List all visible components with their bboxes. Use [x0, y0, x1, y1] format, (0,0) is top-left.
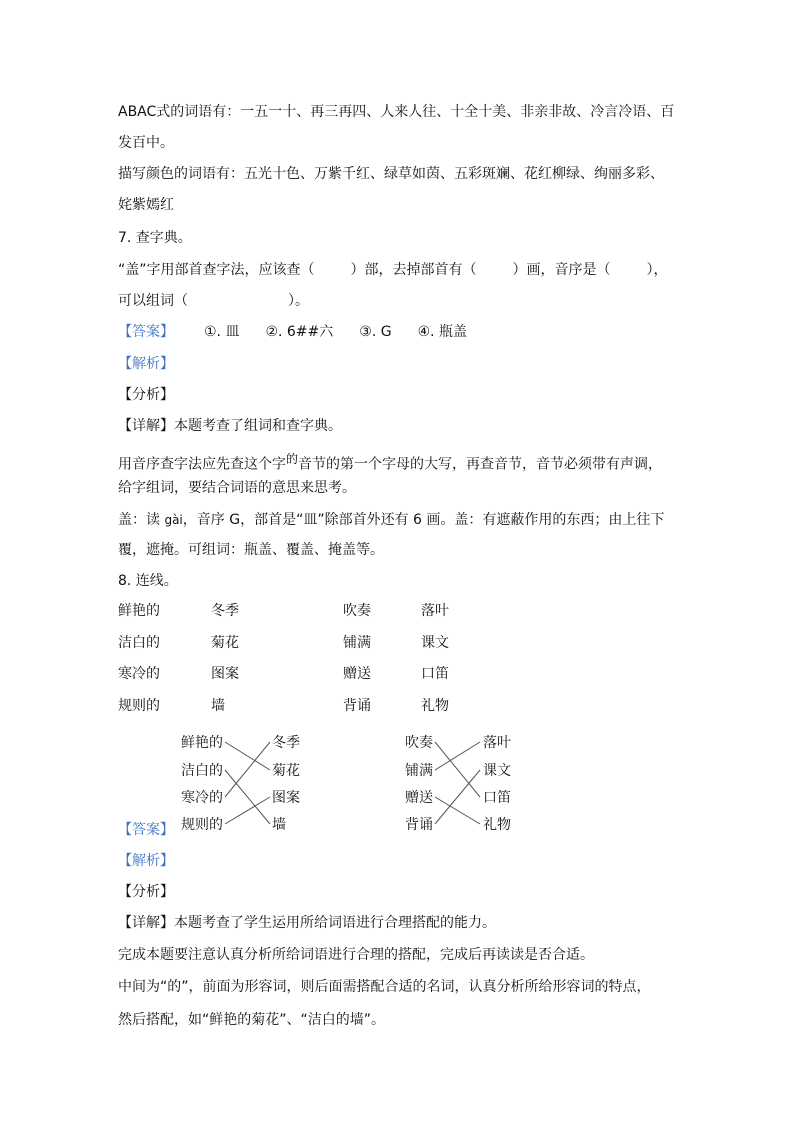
q7-jiexi-label: 【解析】 [118, 356, 174, 372]
q7-para-3a: 盖：读 [118, 512, 165, 528]
q8-left-lines [225, 742, 270, 824]
q8-answer-label: 【答案】 [118, 822, 174, 838]
match-line [225, 742, 270, 797]
q8-title: 8. 连线。 [118, 573, 178, 589]
q7-para-2: 给字组词，要结合词语的意思来思考。 [118, 480, 356, 496]
diagram-left-noun: 图案 [272, 790, 300, 806]
diagram-right-noun: 礼物 [483, 817, 511, 833]
q8-cell: 课文 [421, 635, 449, 651]
q7-answer-4: ④. 瓶盖 [417, 324, 468, 340]
q8-cell: 冬季 [211, 603, 239, 619]
diagram-left-word: 洁白的 [181, 763, 223, 779]
match-line [435, 797, 480, 824]
q7-answer-2: ②. 6##六 [265, 324, 334, 340]
diagram-left-noun: 冬季 [272, 735, 300, 751]
diagram-left-noun: 菊花 [272, 763, 300, 779]
q7-q-line2-b: ）。 [288, 293, 309, 309]
q8-cell: 落叶 [421, 603, 449, 619]
q7-para-1 [118, 449, 662, 475]
diagram-left-word: 规则的 [181, 817, 223, 833]
q8-cell: 背诵 [343, 698, 371, 714]
q8-detail-text: 本题考查了学生运用所给词语进行合理搭配的能力。 [174, 915, 496, 931]
q7-answer-line [118, 322, 467, 342]
match-line [225, 770, 270, 824]
q7-q-part2: ）部，去掉部首有（ [350, 262, 477, 278]
abac-line-1: ABAC式的词语有：一五一十、再三再四、人来人往、十全十美、非亲非故、冷言冷语、百 [118, 104, 675, 120]
q7-detail [118, 416, 342, 436]
q7-q-part1: “盖”字用部首查字法，应该查（ [118, 262, 315, 278]
q7-para-3 [118, 510, 664, 530]
q7-q-line2-a: 可以组词（ [118, 293, 188, 309]
q8-para-3: 然后搭配，如“鲜艳的菊花”、“洁白的墙”。 [118, 1012, 386, 1028]
q7-para-1-sup: 的 [286, 452, 299, 466]
q7-para-1b: 音节的第一个字母的大写，再查音节，音节必须带有声调， [298, 456, 663, 473]
match-line [225, 797, 270, 824]
diagram-left-noun: 墙 [272, 817, 286, 833]
q8-right-lines [435, 742, 480, 824]
q8-detail [118, 913, 496, 933]
q7-detail-text: 本题考查了组词和查字典。 [174, 418, 342, 434]
q7-answer-label: 【答案】 [118, 324, 174, 340]
q7-para-1a: 用音序查字法应先查这个字 [118, 456, 286, 473]
q7-question-line-1 [118, 260, 668, 280]
color-words-line-1: 描写颜色的词语有：五光十色、万紫千红、绿草如茵、五彩斑斓、花红柳绿、绚丽多彩、 [118, 166, 664, 182]
q8-cell: 吹奏 [343, 603, 371, 619]
color-words-line-2: 姹紫嫣红 [118, 197, 174, 213]
q8-cell: 赠送 [343, 666, 371, 682]
abac-line-2: 发百中。 [118, 135, 174, 151]
q8-detail-label: 【详解】 [118, 915, 174, 931]
diagram-right-noun: 口笛 [483, 790, 511, 806]
q7-question-line-2 [118, 291, 309, 311]
diagram-left-word: 鲜艳的 [181, 735, 223, 751]
match-line [435, 742, 480, 797]
q7-pinyin: gài [164, 513, 183, 527]
q8-cell: 洁白的 [118, 635, 160, 651]
diagram-right-verb: 铺满 [405, 763, 433, 779]
diagram-right-noun: 落叶 [483, 735, 511, 751]
q7-para-4: 覆，遮掩。可组词：瓶盖、覆盖、掩盖等。 [118, 542, 384, 558]
match-line [435, 770, 480, 824]
q8-cell: 礼物 [421, 698, 449, 714]
q7-q-part4: ）， [646, 262, 668, 278]
q7-q-part3: ）画，音序是（ [512, 262, 611, 278]
q8-para-2: 中间为“的”，前面为形容词，则后面需搭配合适的名词，认真分析所给形容词的特点， [118, 979, 651, 995]
q8-cell: 墙 [211, 698, 225, 714]
diagram-right-verb: 背诵 [405, 817, 433, 833]
q8-cell: 铺满 [343, 635, 371, 651]
q8-cell: 图案 [211, 666, 239, 682]
q7-fenxi-label: 【分析】 [118, 387, 174, 403]
q7-answer-1: ①. 皿 [204, 324, 240, 340]
match-line [435, 742, 480, 770]
match-line [225, 742, 270, 770]
q7-para-3b: ，音序 G，部首是“皿”除部首外还有 6 画。盖：有遮蔽作用的东西；由上往下 [182, 512, 665, 528]
q8-cell: 口笛 [421, 666, 449, 682]
q8-cell: 鲜艳的 [118, 603, 160, 619]
q8-fenxi-label: 【分析】 [118, 884, 174, 900]
q8-cell: 菊花 [211, 635, 239, 651]
q8-para-1: 完成本题要注意认真分析所给词语进行合理的搭配，完成后再读读是否合适。 [118, 947, 594, 963]
diagram-right-verb: 吹奏 [405, 735, 433, 751]
q8-cell: 规则的 [118, 698, 160, 714]
q8-jiexi-label: 【解析】 [118, 853, 174, 869]
diagram-left-word: 寒冷的 [181, 790, 223, 806]
q7-answer-3: ③. G [359, 324, 392, 340]
q7-detail-label: 【详解】 [118, 418, 174, 434]
q7-title: 7. 查字典。 [118, 230, 192, 246]
q8-cell: 寒冷的 [118, 666, 160, 682]
diagram-right-noun: 课文 [483, 763, 511, 779]
diagram-right-verb: 赠送 [405, 790, 433, 806]
